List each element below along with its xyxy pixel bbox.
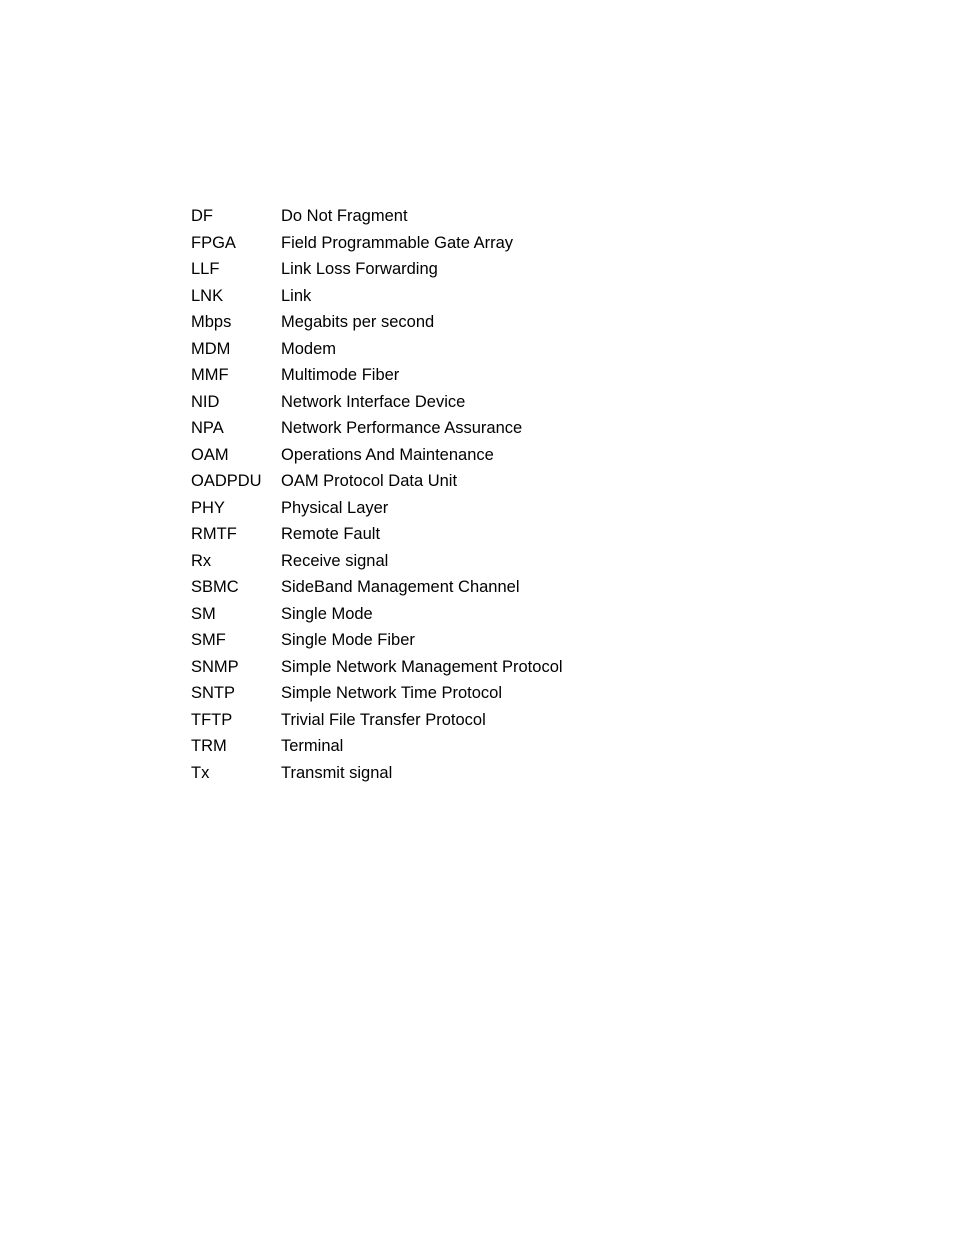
glossary-abbreviation: PHY — [191, 498, 225, 517]
glossary-row — [191, 389, 791, 416]
glossary-abbreviation: SM — [191, 604, 216, 623]
glossary-abbreviation: SBMC — [191, 578, 239, 596]
glossary-row — [191, 230, 791, 257]
glossary-definition: Link — [281, 286, 312, 305]
glossary-definition: Multimode Fiber — [281, 366, 400, 384]
glossary-abbreviation: FPGA — [191, 233, 236, 252]
glossary-abbreviation: LNK — [191, 286, 224, 305]
glossary-row — [191, 468, 791, 495]
glossary-row — [191, 680, 791, 707]
glossary-definition: Single Mode Fiber — [281, 631, 415, 649]
glossary-definition: OAM Protocol Data Unit — [281, 472, 458, 490]
glossary-definition: Receive signal — [281, 551, 389, 570]
glossary-row — [191, 733, 791, 760]
glossary-row — [191, 442, 791, 469]
glossary-definition: Do Not Fragment — [281, 207, 408, 225]
glossary-abbreviation: Rx — [191, 551, 212, 570]
glossary-definition: Network Performance Assurance — [281, 419, 523, 437]
glossary-row — [191, 707, 791, 734]
glossary-abbreviation: LLF — [191, 260, 220, 278]
glossary-row — [191, 309, 791, 336]
glossary-definition: Terminal — [281, 737, 344, 755]
glossary-abbreviation: OADPDU — [191, 472, 262, 490]
glossary-abbreviation: SMF — [191, 631, 226, 649]
glossary-definition: Remote Fault — [281, 525, 381, 543]
glossary-abbreviation: Tx — [191, 763, 210, 782]
glossary-abbreviation: DF — [191, 207, 213, 225]
glossary-definition: Link Loss Forwarding — [281, 260, 438, 278]
glossary-abbreviation: SNTP — [191, 684, 236, 702]
glossary-row — [191, 203, 791, 230]
glossary-row — [191, 521, 791, 548]
glossary-row — [191, 627, 791, 654]
glossary-abbreviation: NID — [191, 392, 220, 411]
glossary-abbreviation: OAM — [191, 445, 229, 464]
glossary-row — [191, 283, 791, 310]
glossary-abbreviation: TRM — [191, 737, 227, 755]
glossary-row — [191, 495, 791, 522]
glossary-definition: Operations And Maintenance — [281, 445, 494, 464]
glossary-row — [191, 601, 791, 628]
glossary-abbreviation: NPA — [191, 419, 224, 437]
glossary-row — [191, 336, 791, 363]
glossary-abbreviation: SNMP — [191, 657, 239, 676]
glossary-row — [191, 654, 791, 681]
glossary-definition: Physical Layer — [281, 498, 389, 517]
glossary-abbreviation: RMTF — [191, 525, 237, 543]
glossary-definition: Simple Network Time Protocol — [281, 684, 502, 702]
glossary-row — [191, 362, 791, 389]
glossary-abbreviation: Mbps — [191, 313, 232, 331]
glossary-row — [191, 256, 791, 283]
glossary-definition: Megabits per second — [281, 313, 435, 331]
glossary-abbreviation: MMF — [191, 366, 229, 384]
glossary-row — [191, 574, 791, 601]
glossary-row — [191, 760, 791, 787]
glossary-abbreviation: TFTP — [191, 710, 233, 729]
glossary-row — [191, 415, 791, 442]
glossary-row — [191, 548, 791, 575]
glossary-definition: Single Mode — [281, 604, 373, 623]
glossary-definition: SideBand Management Channel — [281, 578, 520, 596]
glossary-abbreviation: MDM — [191, 339, 231, 358]
glossary-definition: Network Interface Device — [281, 392, 466, 411]
glossary-list — [191, 203, 791, 786]
glossary-definition: Modem — [281, 339, 337, 358]
glossary-definition: Transmit signal — [281, 763, 393, 782]
glossary-definition: Trivial File Transfer Protocol — [281, 710, 486, 729]
glossary-definition: Field Programmable Gate Array — [281, 233, 514, 252]
glossary-definition: Simple Network Management Protocol — [281, 657, 563, 676]
